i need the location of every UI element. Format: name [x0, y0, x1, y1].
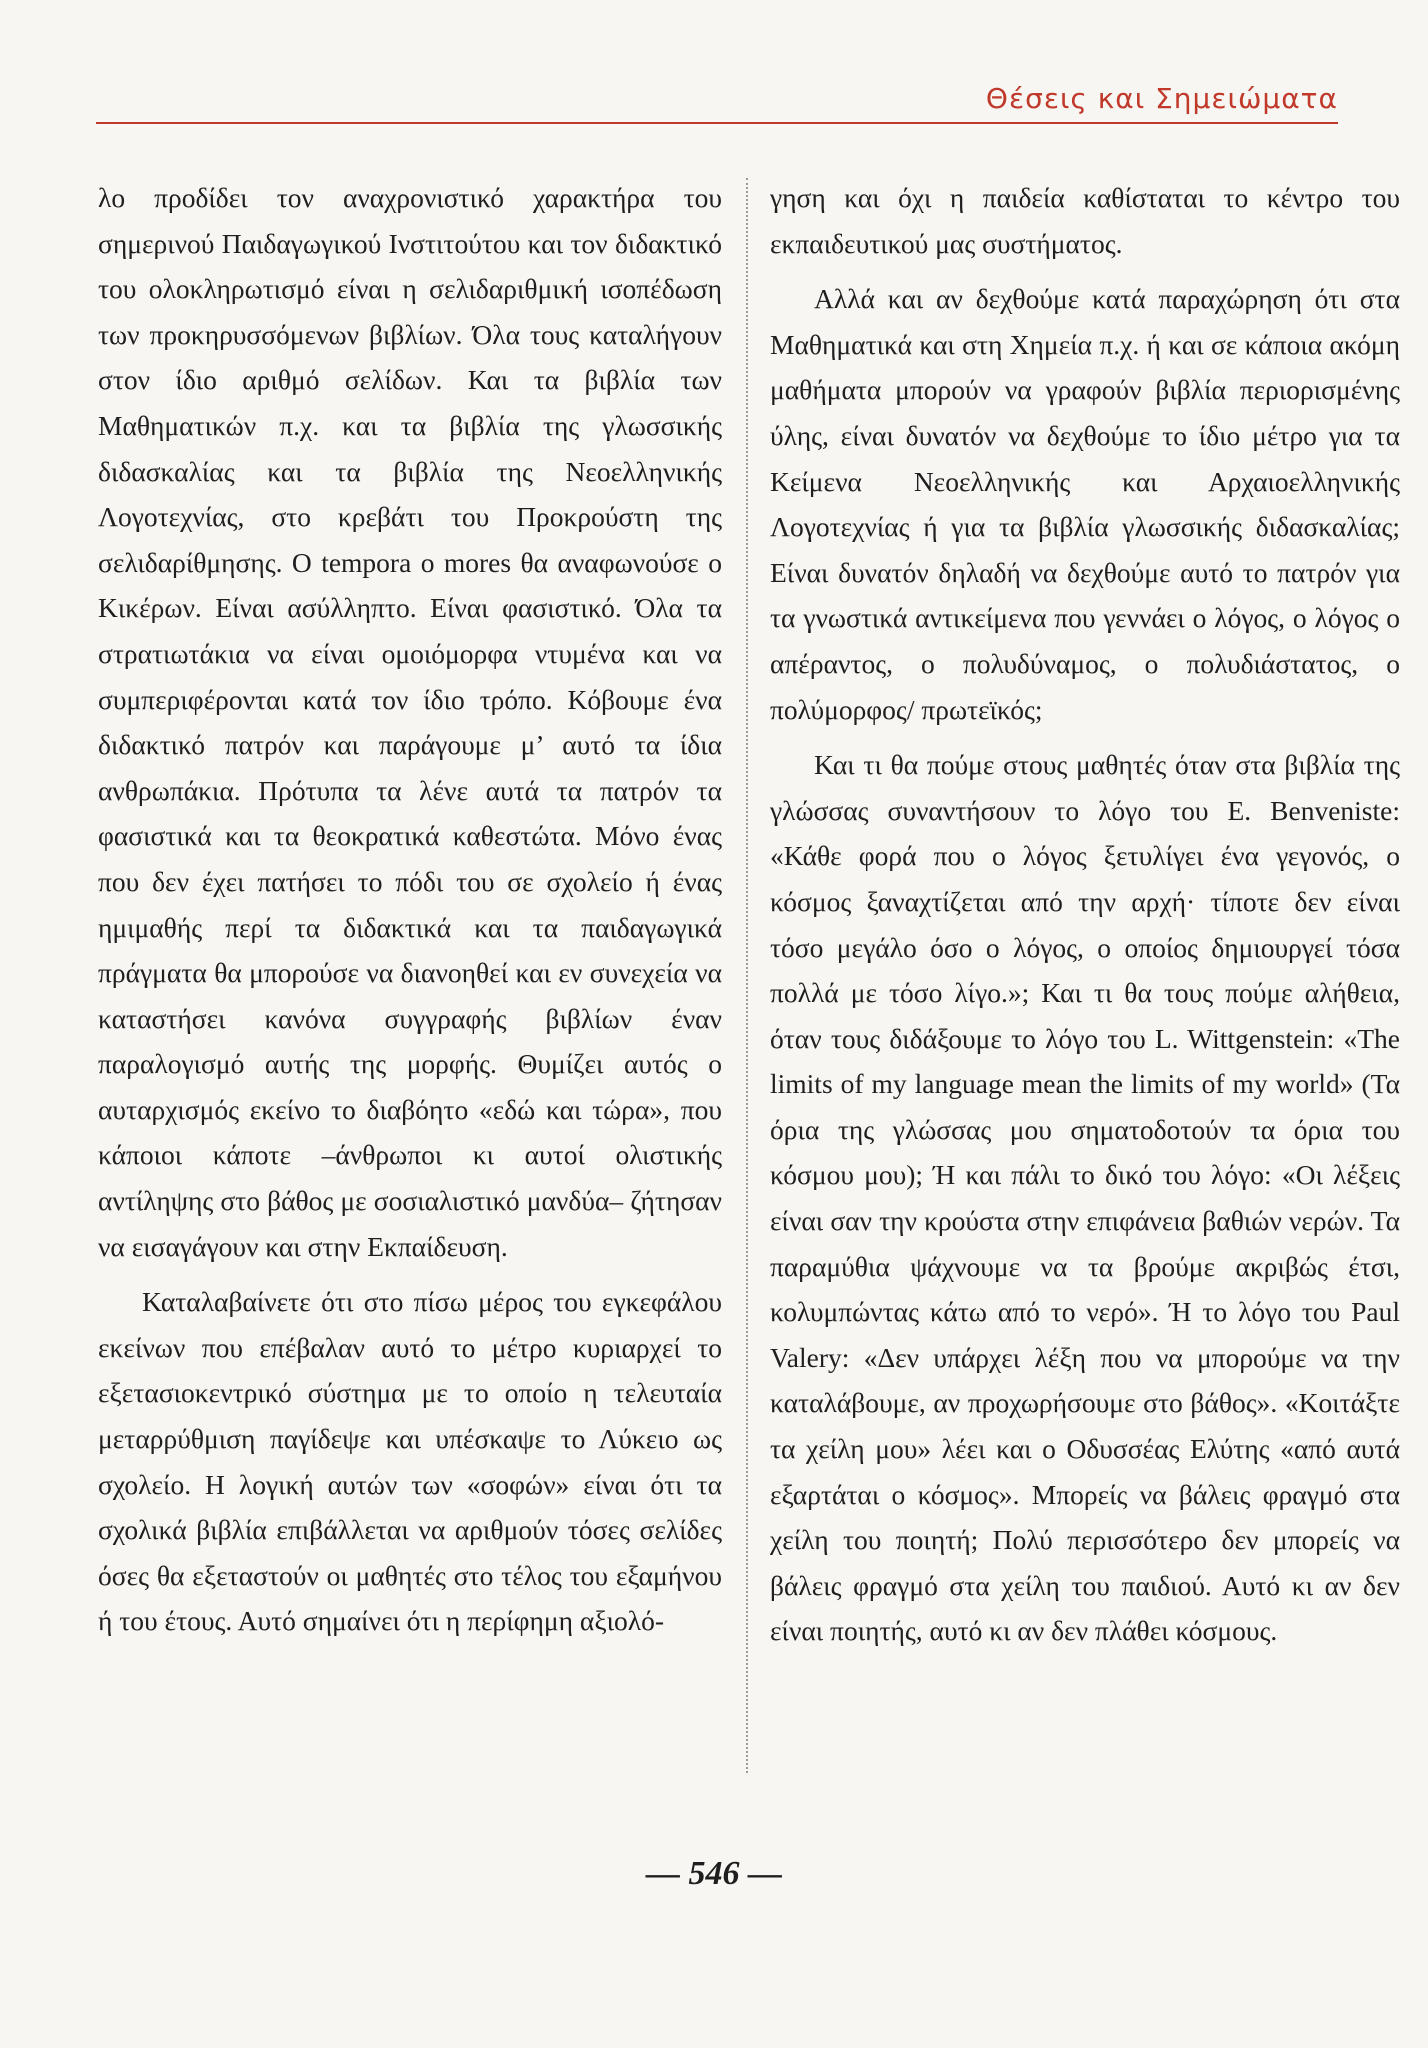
running-header: [0, 82, 1428, 115]
header-title: Θέσεις και Σημειώματα: [985, 82, 1338, 115]
column-divider: [746, 178, 748, 1773]
paragraph: Καταλαβαίνετε ότι στο πίσω μέρος του εγκεφάλου εκείνων που επέβαλαν αυτό το μέτρο κυριαρχεί το εξετασιοκεντρικό σύστημα με το οποίο η τελευταία μεταρρύθμιση παγίδεψε και υπέσκαψε το Λύκειο ως σχολείο. Η λογική αυτών των «σοφών» είναι ότι τα σχολικά βιβλία επιβάλλεται να αριθμούν τόσες σελίδες όσες θα εξεταστούν οι μαθητές στο τέλος του εξαμήνου ή του έτους. Αυτό σημαίνει ότι η περίφημη αξιολό-: [98, 1286, 722, 1637]
paragraph: Αλλά και αν δεχθούμε κατά παραχώρηση ότι στα Μαθηματικά και στη Χημεία π.χ. ή και σε κάποια ακόμη μαθήματα μπορούν να γραφούν βιβλία περιορισμένης ύλης, είναι δυνατόν να δεχθούμε το ίδιο μέτρο για τα Κείμενα Νεοελληνικής και Αρχαιοελληνικής Λογοτεχνίας ή για τα βιβλία γλωσσικής διδασκαλίας; Είναι δυνατόν δηλαδή να δεχθούμε αυτό το πατρόν για τα γνωστικά αντικείμενα που γεννάει ο λόγος, ο λόγος ο απέραντος, ο πολυδύναμος, ο πολυδιάστατος, ο πολύμορφος/ πρωτεϊκός;: [770, 283, 1400, 725]
paragraph: γηση και όχι η παιδεία καθίσταται το κέντρο του εκπαιδευτικού μας συστήματος.: [770, 182, 1400, 259]
header-rule: [96, 122, 1338, 124]
paragraph: λο προδίδει τον αναχρονιστικό χαρακτήρα του σημερινού Παιδαγωγικού Ινστιτούτου και τον διδακτικό του ολοκληρωτισμό είναι η σελιδαριθμική ισοπέδωση των προκηρυσσόμενων βιβλίων. Όλα τους καταλήγουν στον ίδιο αριθμό σελίδων. Και τα βιβλία των Μαθηματικών π.χ. και τα βιβλία της γλωσσικής διδασκαλίας και τα βιβλία της Νεοελληνικής Λογοτεχνίας, στο κρεβάτι του Προκρούστη της σελιδαρίθμησης. O tempora o mores θα αναφωνούσε ο Κικέρων. Είναι ασύλληπτο. Είναι φασιστικό. Όλα τα στρατιωτάκια να είναι ομοιόμορφα ντυμένα και να συμπεριφέρονται κατά τον ίδιο τρόπο. Κόβουμε ένα διδακτικό πατρόν και παράγουμε μ’ αυτό τα ίδια ανθρωπάκια. Πρότυπα τα λένε αυτά τα πατρόν τα φασιστικά και τα θεοκρατικά καθεστώτα. Μόνο ένας που δεν έχει πατήσει το πόδι του σε σχολείο ή ένας ημιμαθής περί τα διδακτικά και τα παιδαγωγικά πράγματα θα μπορούσε να διανοηθεί και εν συνεχεία να καταστήσει κανόνα συγγραφής βιβλίων έναν παραλογισμό αυτής της μορφής. Θυμίζει αυτός ο αυταρχισμός εκείνο το διαβόητο «εδώ και τώρα», που κάποιοι κάποτε –άνθρωποι κι αυτοί ολιστικής αντίληψης στο βάθος με σοσιαλιστικό μανδύα– ζήτησαν να εισαγάγουν και στην Εκπαίδευση.: [98, 182, 722, 1262]
right-column: [770, 175, 1400, 1664]
paragraph: Και τι θα πούμε στους μαθητές όταν στα βιβλία της γλώσσας συναντήσουν το λόγο του E. Benveniste: «Κάθε φορά που ο λόγος ξετυλίγει ένα γεγονός, ο κόσμος ξαναχτίζεται από την αρχή· τίποτε δεν είναι τόσο μεγάλο όσο ο λόγος, ο οποίος δημιουργεί τόσα πολλά με τόσο λίγο.»; Και τι θα τους πούμε αλήθεια, όταν τους διδάξουμε το λόγο του L. Wittgenstein: «The limits of my language mean the limits of my world» (Τα όρια της γλώσσας μου σηματοδοτούν τα όρια του κόσμου μου); Ή και πάλι το δικό του λόγο: «Οι λέξεις είναι σαν την κρούστα στην επιφάνεια βαθιών νερών. Τα παραμύθια ψάχνουμε να τα βρούμε ακριβώς έτσι, κολυμπώντας κάτω από το νερό». Ή το λόγο του Paul Valery: «Δεν υπάρχει λέξη που να μπορούμε να την καταλάβουμε, αν προχωρήσουμε στο βάθος». «Κοιτάξτε τα χείλη μου» λέει και ο Οδυσσέας Ελύτης «από αυτά εξαρτάται ο κόσμος». Μπορείς να βάλεις φραγμό στα χείλη του ποιητή; Πολύ περισσότερο δεν μπορείς να βάλεις φραγμό στα χείλη του παιδιού. Αυτό κι αν δεν είναι ποιητής, αυτό κι αν δεν πλάθει κόσμους.: [770, 749, 1400, 1647]
page-number: — 546 —: [646, 1855, 782, 1892]
left-column: [98, 175, 722, 1654]
